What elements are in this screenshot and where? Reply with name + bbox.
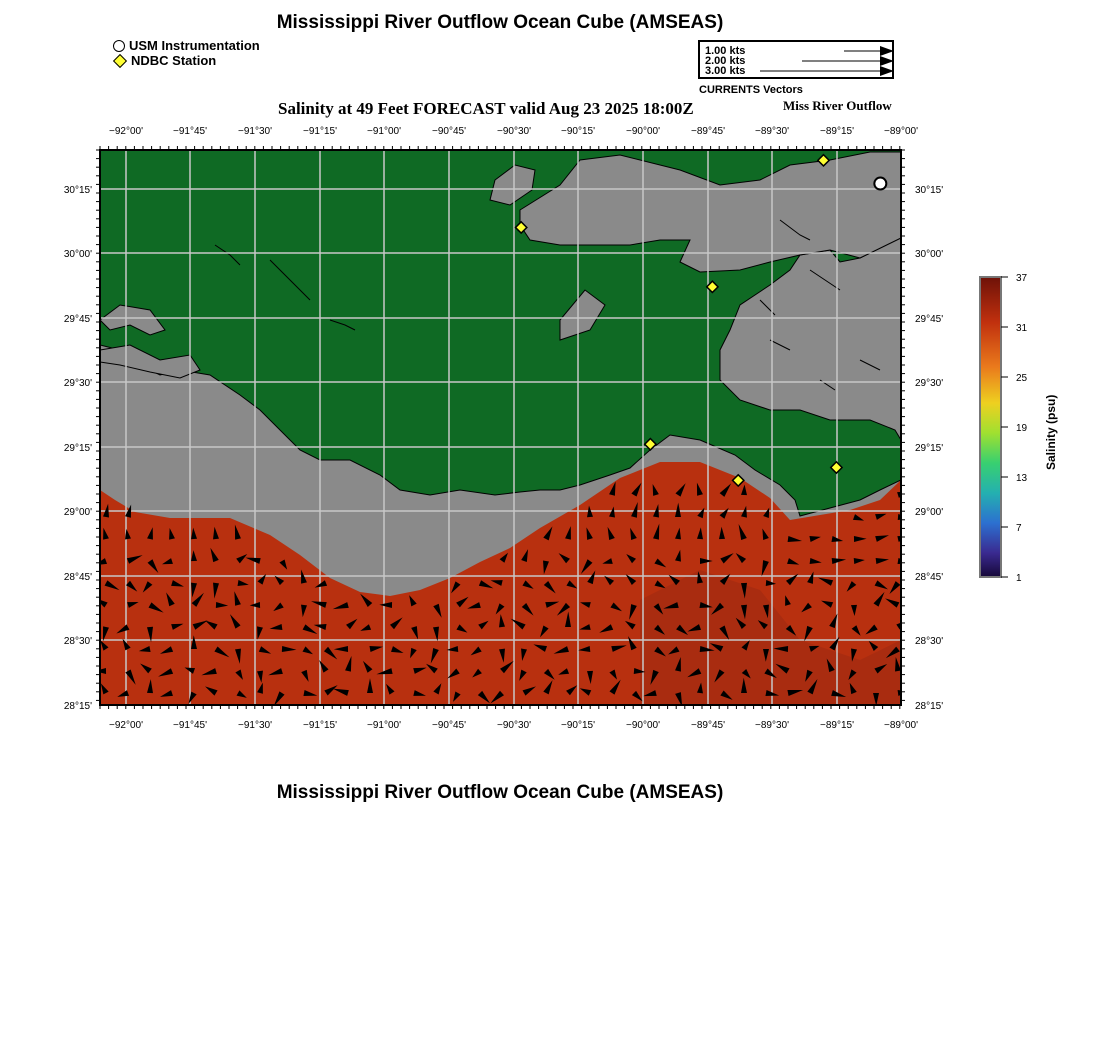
lat-tick-label: 28°45' [63, 572, 92, 583]
lon-tick-label: −89°45' [691, 720, 725, 731]
lon-tick-label: −90°15' [561, 720, 595, 731]
lon-tick-label: −91°00' [367, 126, 401, 137]
lat-tick-label: 28°30' [915, 636, 944, 647]
lon-tick-label: −89°30' [755, 720, 789, 731]
lon-labels-bottom [109, 720, 918, 731]
lat-tick-label: 29°15' [63, 443, 92, 454]
lon-tick-label: −92°00' [109, 720, 143, 731]
lat-labels-left [64, 185, 92, 712]
lat-tick-label: 29°00' [915, 507, 944, 518]
lon-tick-label: −91°15' [303, 720, 337, 731]
page-title-bottom: Mississippi River Outflow Ocean Cube (AMSEAS) [276, 782, 724, 803]
lat-tick-label: 29°45' [63, 314, 92, 325]
lon-tick-label: −90°45' [432, 126, 466, 137]
vector-caption: CURRENTS Vectors [699, 84, 803, 96]
lon-tick-label: −91°15' [303, 126, 337, 137]
lat-tick-label: 28°45' [915, 572, 944, 583]
lon-tick-label: −90°30' [497, 720, 531, 731]
lat-tick-label: 30°15' [915, 185, 944, 196]
map-subtitle: Salinity at 49 Feet FORECAST valid Aug 23 2025 18:00Z [278, 99, 694, 118]
colorbar-tick-label: 25 [1016, 373, 1028, 384]
lat-tick-label: 28°15' [915, 701, 944, 712]
lat-tick-label: 29°30' [915, 378, 944, 389]
lat-labels-right [915, 185, 943, 712]
legend-ndbc-label: NDBC Station [131, 53, 217, 68]
colorbar-tick-label: 37 [1016, 273, 1028, 284]
lat-tick-label: 29°15' [915, 443, 944, 454]
usm-station-marker[interactable] [874, 178, 886, 190]
lon-tick-label: −92°00' [109, 126, 143, 137]
lat-tick-label: 28°30' [63, 636, 92, 647]
lat-tick-label: 28°15' [63, 701, 92, 712]
lon-tick-label: −90°15' [561, 126, 595, 137]
page-title: Mississippi River Outflow Ocean Cube (AMSEAS) [276, 12, 724, 33]
lat-tick-label: 30°00' [915, 249, 944, 260]
lon-tick-label: −89°15' [820, 720, 854, 731]
colorbar-tick-label: 7 [1016, 523, 1022, 534]
colorbar-tick-label: 1 [1016, 573, 1022, 584]
lon-tick-label: −90°30' [497, 126, 531, 137]
lon-tick-label: −89°00' [884, 720, 918, 731]
lon-tick-label: −90°00' [626, 720, 660, 731]
vector-scale-1: 1.00 kts [705, 45, 746, 57]
lat-tick-label: 29°30' [63, 378, 92, 389]
colorbar-tick-label: 19 [1016, 423, 1028, 434]
colorbar-title: Salinity (psu) [1044, 394, 1058, 470]
colorbar-tick-label: 13 [1016, 473, 1028, 484]
lon-tick-label: −91°00' [367, 720, 401, 731]
lon-tick-label: −91°45' [173, 126, 207, 137]
lat-tick-label: 30°15' [63, 185, 92, 196]
colorbar [980, 277, 1001, 577]
lon-tick-label: −89°15' [820, 126, 854, 137]
lon-tick-label: −89°00' [884, 126, 918, 137]
lon-tick-label: −91°45' [173, 720, 207, 731]
colorbar-ticks [1001, 273, 1028, 584]
lon-tick-label: −90°00' [626, 126, 660, 137]
lat-tick-label: 29°45' [915, 314, 944, 325]
legend-usm-label: USM Instrumentation [129, 38, 260, 53]
lon-labels-top [109, 126, 918, 137]
colorbar-tick-label: 31 [1016, 323, 1028, 334]
vector-scale-2: 2.00 kts [705, 55, 746, 67]
lon-tick-label: −91°30' [238, 126, 272, 137]
lon-tick-label: −89°30' [755, 126, 789, 137]
lon-tick-label: −89°45' [691, 126, 725, 137]
region-label: Miss River Outflow [783, 98, 892, 113]
lon-tick-label: −90°45' [432, 720, 466, 731]
lat-tick-label: 29°00' [63, 507, 92, 518]
lat-tick-label: 30°00' [63, 249, 92, 260]
lon-tick-label: −91°30' [238, 720, 272, 731]
vector-scale-3: 3.00 kts [705, 65, 746, 77]
